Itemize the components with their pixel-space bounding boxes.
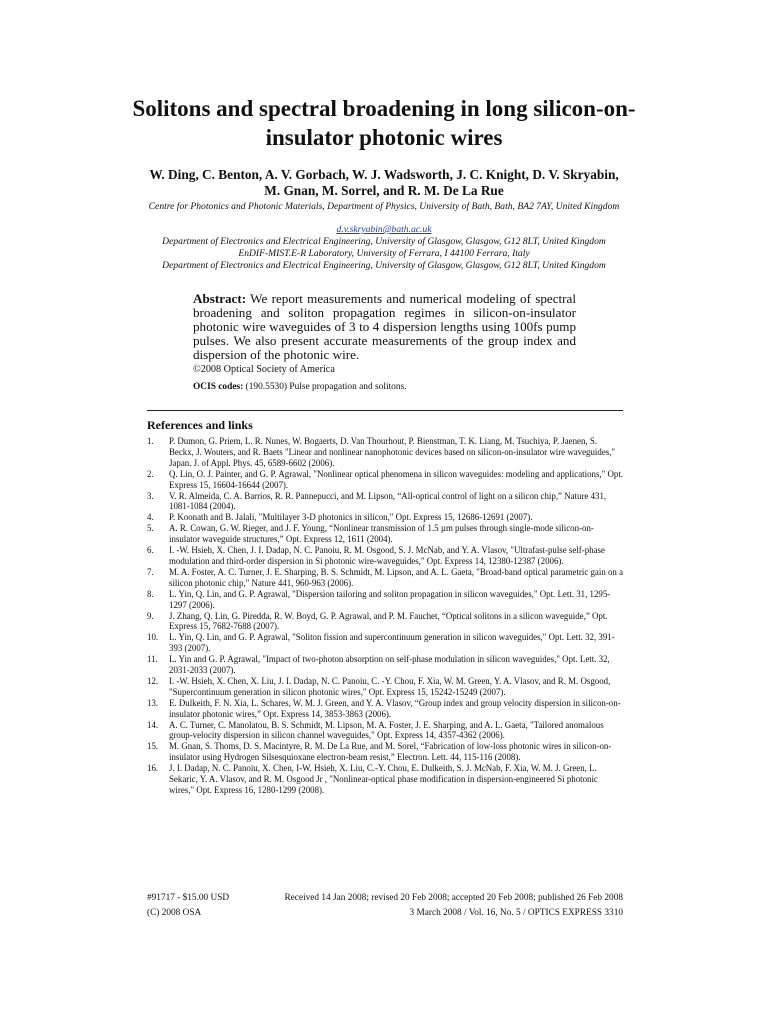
ocis-text: (190.5530) Pulse propagation and solitons. [245, 382, 407, 392]
reference-item [147, 611, 623, 633]
reference-number: 11. [147, 654, 158, 665]
reference-item [147, 545, 623, 567]
author-list: W. Ding, C. Benton, A. V. Gorbach, W. J. Wadsworth, J. C. Knight, D. V. Skryabin, M. Gnan, M. Sorrel, and R. M. De La Rue [149, 167, 619, 198]
affiliation-glasgow-2: Department of Electronics and Electrical Engineering, University of Glasgow, Glasgow, G12 8LT, United Kingdom [162, 260, 606, 271]
reference-text: M. A. Foster, A. C. Turner, J. E. Sharping, B. S. Schmidt, M. Lipson, and A. L. Gaeta, "Broad-band optical parametric gain on a silicon photonic chip," Nature 441, 960-963 (2006). [169, 566, 624, 588]
reference-item [147, 632, 623, 654]
ocis-codes [193, 382, 407, 393]
reference-number: 7. [147, 566, 154, 577]
reference-item [147, 698, 623, 720]
reference-number: 5. [147, 523, 154, 534]
reference-item [147, 741, 623, 763]
reference-text: P. Koonath and B. Jalali, "Multilayer 3-D photonics in silicon," Opt. Express 15, 12686-12691 (2007). [169, 512, 533, 523]
reference-text: P. Dumon, G. Priem, L. R. Nunes, W. Bogaerts, D. Van Thourhout, P. Bienstman, T. K. Liang, M. Tsuchiya, P. Jaenen, S. Beckx, J. Wouters, and R. Baets "Linear and nonlinear nanophotonic devices based on silicon-on-insulator wire waveguides," Japan. J. of Appl. Phys. 45, 6589-6602 (2006). [169, 436, 616, 468]
reference-item [147, 589, 623, 611]
reference-item [147, 654, 623, 676]
reference-number: 16. [147, 763, 159, 774]
reference-item [147, 763, 623, 796]
manuscript-price: #91717 - $15.00 USD [147, 893, 230, 903]
reference-text: Q. Lin, O. J. Painter, and G. P. Agrawal, "Nonlinear optical phenomena in silicon waveguides: modeling and applications," Opt. Express 15, 16604-16644 (2007). [169, 468, 623, 490]
reference-number: 12. [147, 675, 159, 686]
publication-history: Received 14 Jan 2008; revised 20 Feb 2008; accepted 20 Feb 2008; published 26 Feb 2008 [284, 893, 623, 903]
reference-text: M. Gnan, S. Thoms, D. S. Macintyre, R. M. De La Rue, and M. Sorel, “Fabrication of low-loss photonic wires in silicon-on-insulator using Hydrogen Silsesquioxane electron-beam resist,” Electron. Lett. 44, 115-116 (2008). [169, 741, 612, 763]
reference-item [147, 523, 623, 545]
reference-item [147, 512, 623, 523]
affiliation-glasgow-1: Department of Electronics and Electrical Engineering, University of Glasgow, Glasgow, G12 8LT, United Kingdom [162, 236, 606, 247]
reference-item [147, 567, 623, 589]
reference-item [147, 436, 623, 469]
publisher-copyright: (C) 2008 OSA [147, 908, 202, 918]
reference-text: L. Yin, Q. Lin, and G. P. Agrawal, "Soliton fission and supercontinuum generation in silicon waveguides," Opt. Lett. 32, 391-393 (2007). [169, 632, 615, 654]
copyright-notice: ©2008 Optical Society of America [193, 364, 335, 375]
reference-number: 8. [147, 588, 154, 599]
reference-number: 4. [147, 512, 154, 523]
reference-number: 15. [147, 741, 159, 752]
email-line [110, 224, 658, 236]
reference-number: 10. [147, 632, 159, 643]
reference-item [147, 469, 623, 491]
paper-title: Solitons and spectral broadening in long silicon-on-insulator photonic wires [132, 96, 636, 150]
reference-text: J. I. Dadap, N. C. Panoiu, X. Chen, I-W. Hsieh, X. Liu, C.-Y. Chou, E. Dulkeith, S. J. McNab, F. Xia, W. M. J. Green, L. Sekaric, Y. A. Vlasov, and R. M. Osgood Jr , "Nonlinear-optical phase modification in dispersion-engineered Si photonic wires," Opt. Express 16, 1280-1299 (2008). [169, 763, 598, 795]
abstract-label: Abstract: [193, 291, 247, 306]
abstract-text: We report measurements and numerical modeling of spectral broadening and soliton propagation regimes in silicon-on-insulator photonic wire waveguides of 3 to 4 dispersion lengths using 100fs pump pulses. We also present accurate measurements of the group index and dispersion of the photonic wire. [193, 291, 576, 362]
reference-number: 9. [147, 610, 154, 621]
reference-item [147, 720, 623, 742]
reference-text: I. -W. Hsieh, X. Chen, X. Liu, J. I. Dadap, N. C. Panoiu, C. -Y. Chou, F. Xia, W. M. Green, Y. A. Vlasov, and R. M. Osgood, "Supercontinuum generation in silicon photonic wires," Opt. Express 15, 15242-15249 (2007). [169, 675, 611, 697]
reference-text: A. R. Cowan, G. W. Rieger, and J. F. Young, “Nonlinear transmission of 1.5 µm pulses through single-mode silicon-on-insulator waveguide structures,” Opt. Express 12, 1611 (2004). [169, 523, 594, 545]
section-divider [147, 410, 623, 411]
reference-number: 14. [147, 719, 159, 730]
reference-number: 13. [147, 697, 159, 708]
reference-text: V. R. Almeida, C. A. Barrios, R. R. Pannepucci, and M. Lipson, “All-optical control of light on a silicon chip,” Nature 431, 1081-1084 (2004). [169, 490, 607, 512]
email-link[interactable]: d.v.skryabin@bath.ac.uk [336, 224, 432, 235]
reference-number: 2. [147, 468, 154, 479]
affiliation-bath: Centre for Photonics and Photonic Materials, Department of Physics, University of Bath, Bath, BA2 7AY, United Kingdom [148, 201, 620, 212]
journal-citation: 3 March 2008 / Vol. 16, No. 5 / OPTICS EXPRESS 3310 [409, 908, 623, 918]
reference-item [147, 491, 623, 513]
abstract [193, 292, 576, 362]
reference-text: L. Yin, Q. Lin, and G. P. Agrawal, "Dispersion tailoring and soliton propagation in silicon waveguides," Opt. Lett. 31, 1295-1297 (2006). [169, 588, 611, 610]
reference-text: E. Dulkeith, F. N. Xia, L. Schares, W. M. J. Green, and Y. A. Vlasov, “Group index and group velocity dispersion in silicon-on-insulator photonic wires,” Opt. Express 14, 3853-3863 (2006). [169, 697, 621, 719]
affiliation-ferrara: EnDIF-MIST.E-R Laboratory, University of Ferrara, I 44100 Ferrara, Italy [238, 248, 530, 259]
reference-list [147, 436, 623, 796]
ocis-label: OCIS codes: [193, 382, 244, 392]
reference-text: L. Yin and G. P. Agrawal, "Impact of two-photon absorption on self-phase modulation in silicon waveguides," Opt. Lett. 32, 2031-2033 (2007). [169, 654, 610, 676]
reference-number: 1. [147, 436, 154, 446]
reference-text: J. Zhang, Q. Lin, G. Piredda, R. W. Boyd, G. P. Agrawal, and P. M. Fauchet, “Optical solitons in a silicon waveguide,” Opt. Express 15, 7682-7688 (2007). [169, 610, 608, 632]
references-heading: References and links [147, 418, 253, 432]
reference-text: I. -W. Hsieh, X. Chen, J. I. Dadap, N. C. Panoiu, R. M. Osgood, S. J. McNab, and Y. A. Vlasov, "Ultrafast-pulse self-phase modulation and third-order dispersion in Si photonic wire-waveguides," Opt. Express 14, 12380-12387 (2006). [169, 545, 605, 566]
reference-item [147, 676, 623, 698]
reference-number: 6. [147, 545, 154, 556]
reference-text: A. C. Turner, C. Manolatou, B. S. Schmidt, M. Lipson, M. A. Foster, J. E. Sharping, and A. L. Gaeta, "Tailored anomalous group-velocity dispersion in silicon channel waveguides," Opt. Express 14, 4357-4362 (2006). [169, 719, 604, 741]
reference-number: 3. [147, 490, 154, 501]
